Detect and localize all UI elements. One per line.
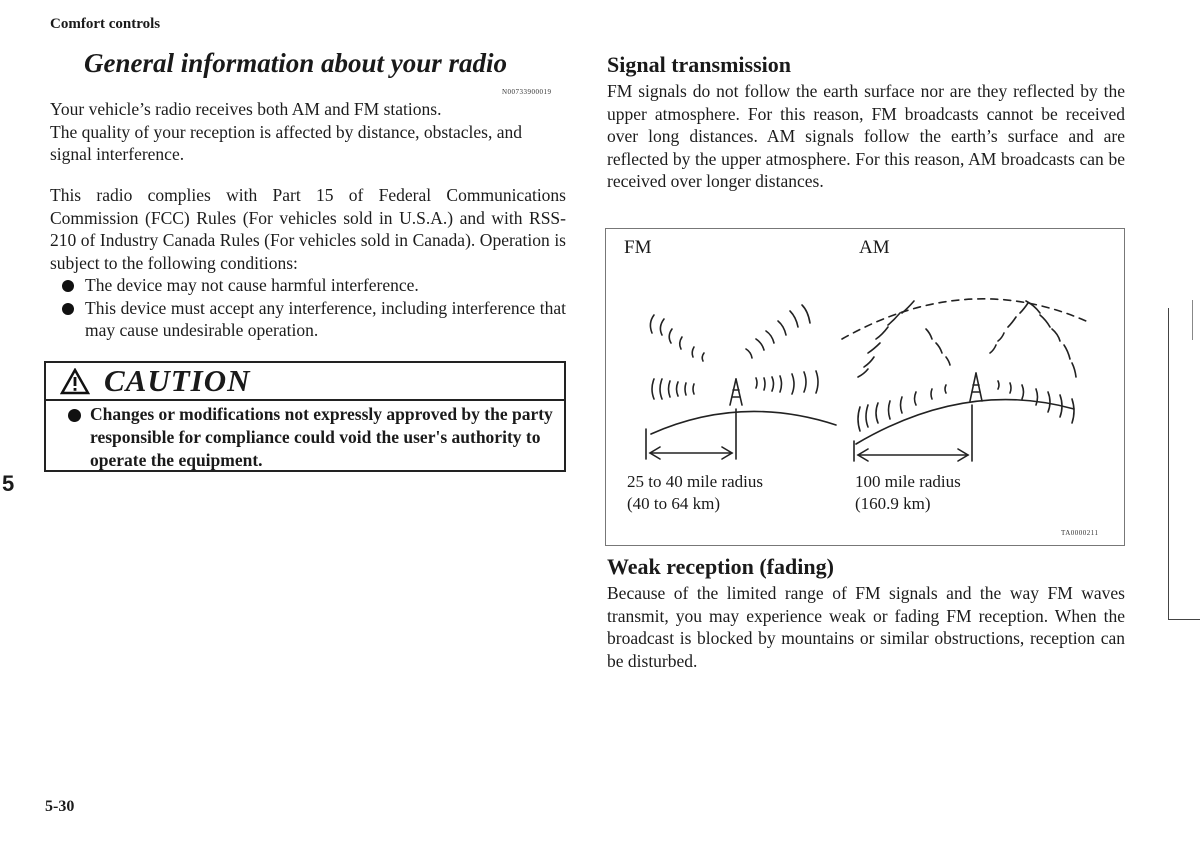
- list-item: [50, 297, 566, 342]
- section-number: 5: [2, 471, 15, 496]
- am-radius-km: (160.9 km): [855, 494, 931, 513]
- list-item-text: This device must accept any interference, including interference that may cause undesirable operation.: [85, 297, 566, 340]
- caution-header: [46, 363, 564, 401]
- conditions-list: [50, 274, 566, 342]
- am-label: AM: [859, 237, 890, 258]
- weak-reception-heading: Weak reception (fading): [607, 554, 834, 579]
- figure-code: TA0000211: [1061, 529, 1099, 537]
- bullet-icon: [68, 409, 81, 422]
- margin-rule-tick: [1168, 619, 1200, 620]
- page-title: General information about your radio: [84, 48, 508, 78]
- caution-text: Changes or modifications not expressly approved by the party responsible for compliance could void the user's authority to operate the equipment.: [90, 404, 553, 470]
- am-radius-caption: [855, 471, 961, 515]
- radio-signal-diagram: [605, 228, 1125, 546]
- fcc-paragraph: This radio complies with Part 15 of Federal Communications Commission (FCC) Rules (For vehicles sold in U.S.A.) and with RSS-210 of Industry Canada Rules (For vehicles sold in Canada). Operation is subject to the following conditions:: [50, 185, 566, 273]
- fm-label: FM: [624, 237, 652, 258]
- ionosphere-arc: [842, 299, 1086, 339]
- list-item: [50, 274, 566, 297]
- signal-transmission-text: FM signals do not follow the earth surface nor are they reflected by the upper atmosphere. For this reason, FM broadcasts cannot be received over long distances. AM signals follow the earth’s surface and are reflected by the upper atmosphere. For this reason, AM broadcasts can be received over longer distances.: [607, 81, 1125, 191]
- intro-paragraph: [50, 98, 566, 166]
- fm-radius-caption: [627, 471, 763, 515]
- margin-rule: [1168, 308, 1169, 620]
- list-item-text: The device may not cause harmful interference.: [85, 275, 419, 295]
- caution-body: [46, 401, 564, 472]
- fm-earth-curve: [651, 411, 836, 434]
- bullet-icon: [62, 303, 74, 315]
- bullet-icon: [62, 280, 74, 292]
- caution-box: [44, 361, 566, 472]
- warning-triangle-icon: [60, 368, 90, 395]
- signal-transmission-heading: Signal transmission: [607, 52, 791, 77]
- page-number: 5-30: [45, 798, 75, 815]
- document-code: N00733900019: [502, 88, 552, 96]
- caution-label: CAUTION: [104, 363, 251, 398]
- weak-reception-text: Because of the limited range of FM signals and the way FM waves transmit, you may experience weak or fading FM reception. When the broadcast is blocked by mountains or similar obstructions, reception can be disturbed.: [607, 583, 1125, 671]
- fm-radius-miles: 25 to 40 mile radius: [627, 472, 763, 491]
- fm-tower-icon: [730, 379, 742, 405]
- section-header: Comfort controls: [50, 16, 161, 32]
- am-tower-icon: [970, 373, 982, 401]
- margin-rule-thin: [1192, 300, 1193, 340]
- fm-radius-km: (40 to 64 km): [627, 494, 721, 513]
- am-radius-miles: 100 mile radius: [855, 472, 961, 491]
- intro-line-2: The quality of your reception is affected by distance, obstacles, and signal interference.: [50, 121, 523, 164]
- intro-line-1: Your vehicle’s radio receives both AM and FM stations.: [50, 99, 442, 119]
